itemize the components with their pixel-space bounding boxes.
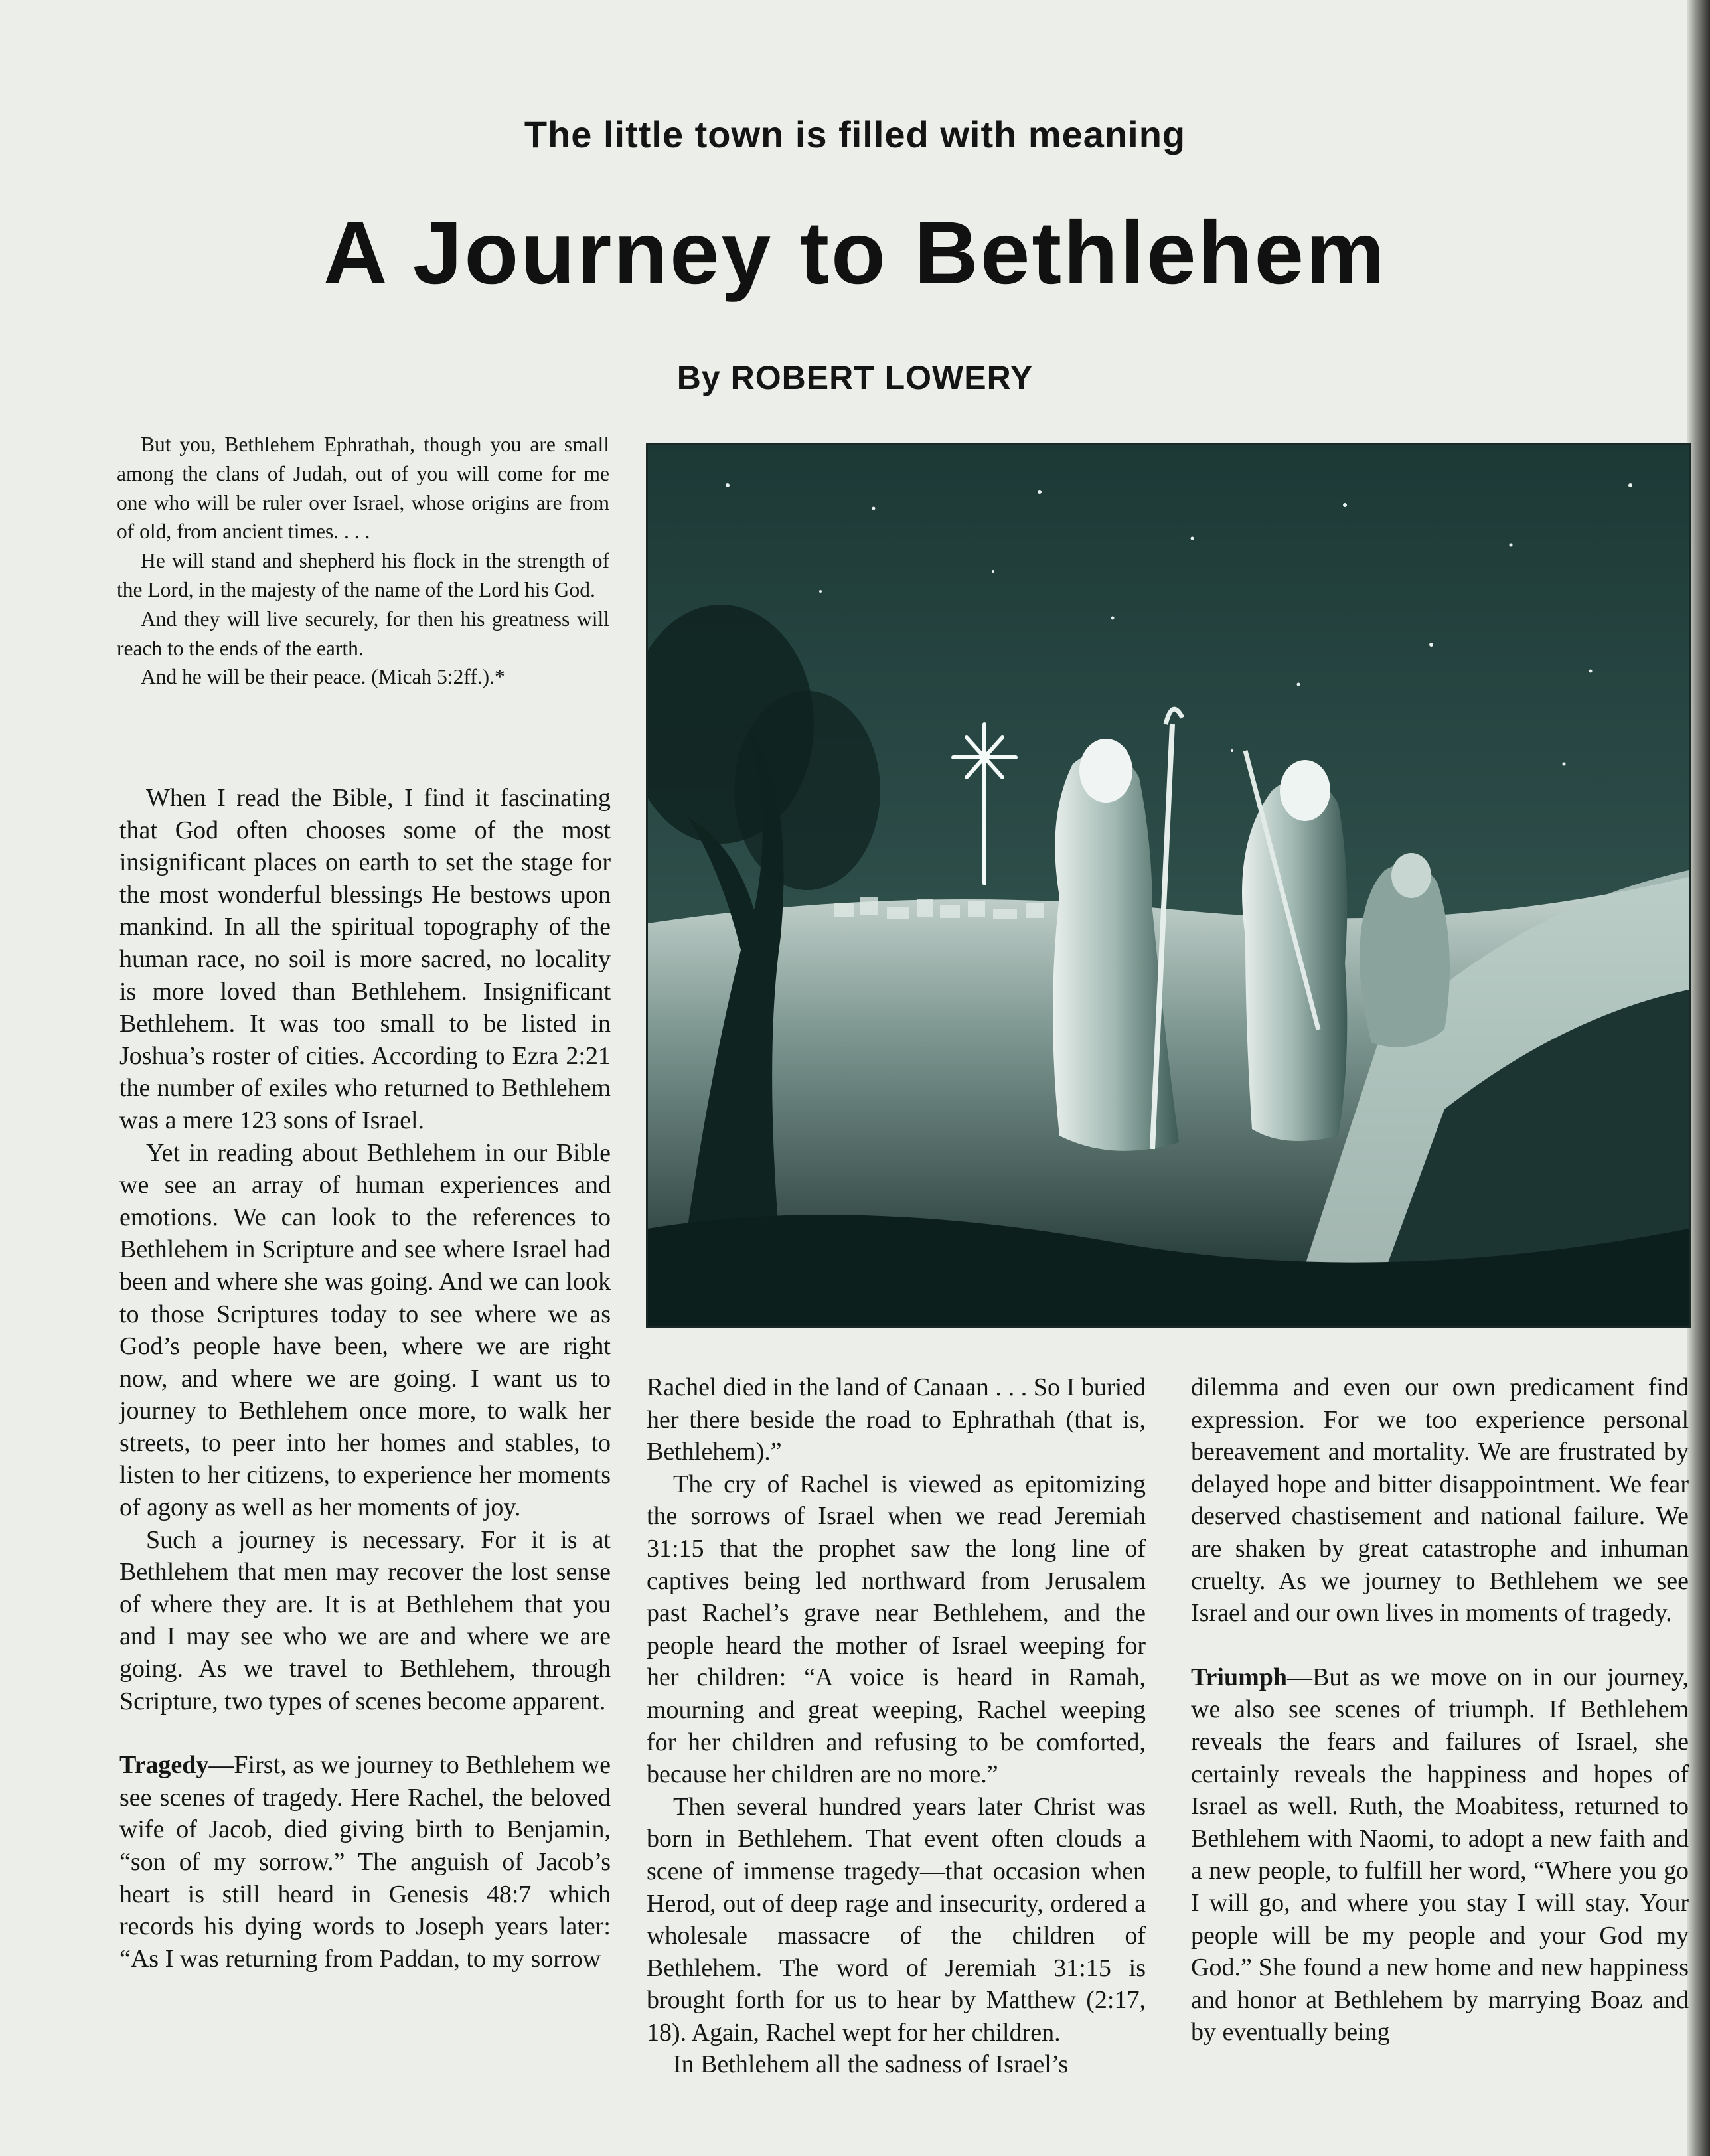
text-column-3 xyxy=(1191,1371,1689,2048)
section-triumph xyxy=(1191,1661,1689,2048)
paragraph: When I read the Bible, I find it fascinating that God often chooses some of the most insignificant places on earth to set the stage for the most wonderful blessings He bestows upon mankind. In all the spiritual topography of the human race, no soil is more sacred, no locality is more loved than Bethlehem. Insignificant Bethlehem. It was too small to be listed in Joshua’s roster of cities. According to Ezra 2:21 the number of exiles who returned to Bethlehem was a mere 123 sons of Israel. xyxy=(119,784,611,1134)
epigraph-line: And he will be their peace. (Micah 5:2ff.).* xyxy=(141,665,505,689)
paragraph: dilemma and even our own predicament find expression. For we too experience personal bereavement and mortality. We are frustrated by delayed hope and bitter disappointment. We fear deserved chastisement and national failure. We are shaken by great catastrophe and inhuman cruelty. As we journey to Bethlehem we see Israel and our own lives in moments of tragedy. xyxy=(1191,1373,1689,1628)
section-head-triumph: Triumph xyxy=(1191,1663,1288,1691)
epigraph-line: He will stand and shepherd his flock in the strength of the Lord, in the majesty of the name of the Lord his God. xyxy=(117,549,609,601)
section-text: —First, as we journey to Bethlehem we see scenes of tragedy. Here Rachel, the beloved wife of Jacob, died giving birth to Benjamin, “son of my sorrow.” The anguish of Jacob’s heart is still heard in Genesis 48:7 which records his dying words to Joseph years later: “As I was returning from Paddan, to my sorrow xyxy=(119,1751,611,1973)
paragraph: The cry of Rachel is viewed as epitomizing the sorrows of Israel when we read Jeremiah 31:15 that the prophet saw the long line of captives being led northward from Jerusalem past Rachel’s grave near Bethlehem, and the people heard the mother of Israel weeping for her children: “A voice is heard in Ramah, mourning and great weeping, Rachel weeping for her children and refusing to be comforted, because her children are no more.” xyxy=(647,1470,1146,1789)
text-column-2 xyxy=(647,1371,1146,2081)
paragraph: Yet in reading about Bethlehem in our Bible we see an array of human experiences and emotions. We can look to the references to Bethlehem in Scripture and see where Israel had been and where she was going. And we can look to those Scriptures today to see where we as God’s people have been, where we are right now, and where we are going. I want us to journey to Bethlehem once more, to walk her streets, to peer into her homes and stables, to listen to her citizens, to experience her moments of agony as well as her moments of joy. xyxy=(119,1138,611,1522)
epigraph-line: But you, Bethlehem Ephrathah, though you are small among the clans of Judah, out of you will come for me one who will be ruler over Israel, whose origins are from of old, from ancient times. . . . xyxy=(117,433,609,544)
paragraph: Such a journey is necessary. For it is at Bethlehem that men may recover the lost sense of where they are. It is at Bethlehem that you and I may see who we are and where we are going. As we travel to Bethlehem, through Scripture, two types of scenes become apparent. xyxy=(119,1525,611,1715)
paragraph: In Bethlehem all the sadness of Israel’s xyxy=(673,2050,1069,2079)
page-edge xyxy=(1687,0,1710,2156)
section-head-tragedy: Tragedy xyxy=(119,1751,209,1780)
section-text: —But as we move on in our journey, we also see scenes of triumph. If Bethlehem reveals the fears and failures of Israel, she certainly reveals the happiness and hopes of Israel as well. Ruth, the Moabitess, returned to Bethlehem with Naomi, to adopt a new faith and a new people, to fulfill her word, “Where you go I will go, and where you stay I will stay. Your people will be my people and your God my God.” She found a new home and new happiness and honor at Bethlehem by marrying Boaz and by eventually being xyxy=(1191,1663,1689,2046)
paragraph: Rachel died in the land of Canaan . . . So I buried her there beside the road to Ephrathah (that is, Bethlehem).” xyxy=(647,1373,1146,1466)
kicker-headline: The little town is filled with meaning xyxy=(524,114,1186,155)
epigraph-line: And they will live securely, for then his greatness will reach to the ends of the earth. xyxy=(117,607,609,660)
epigraph-quote xyxy=(117,430,609,692)
text-column-1 xyxy=(119,782,611,1975)
paragraph: Then several hundred years later Christ was born in Bethlehem. That event often clouds a scene of immense tragedy—that occasion when Herod, out of deep rage and insecurity, ordered a wholesale massacre of the children of Bethlehem. The word of Jeremiah 31:15 is brought forth for us to hear by Matthew (2:17, 18). Again, Rachel wept for her children. xyxy=(647,1792,1146,2046)
byline: By ROBERT LOWERY xyxy=(676,359,1034,396)
shepherds-illustration xyxy=(646,443,1691,1328)
section-tragedy xyxy=(119,1749,611,1975)
article-title: A Journey to Bethlehem xyxy=(323,204,1387,303)
